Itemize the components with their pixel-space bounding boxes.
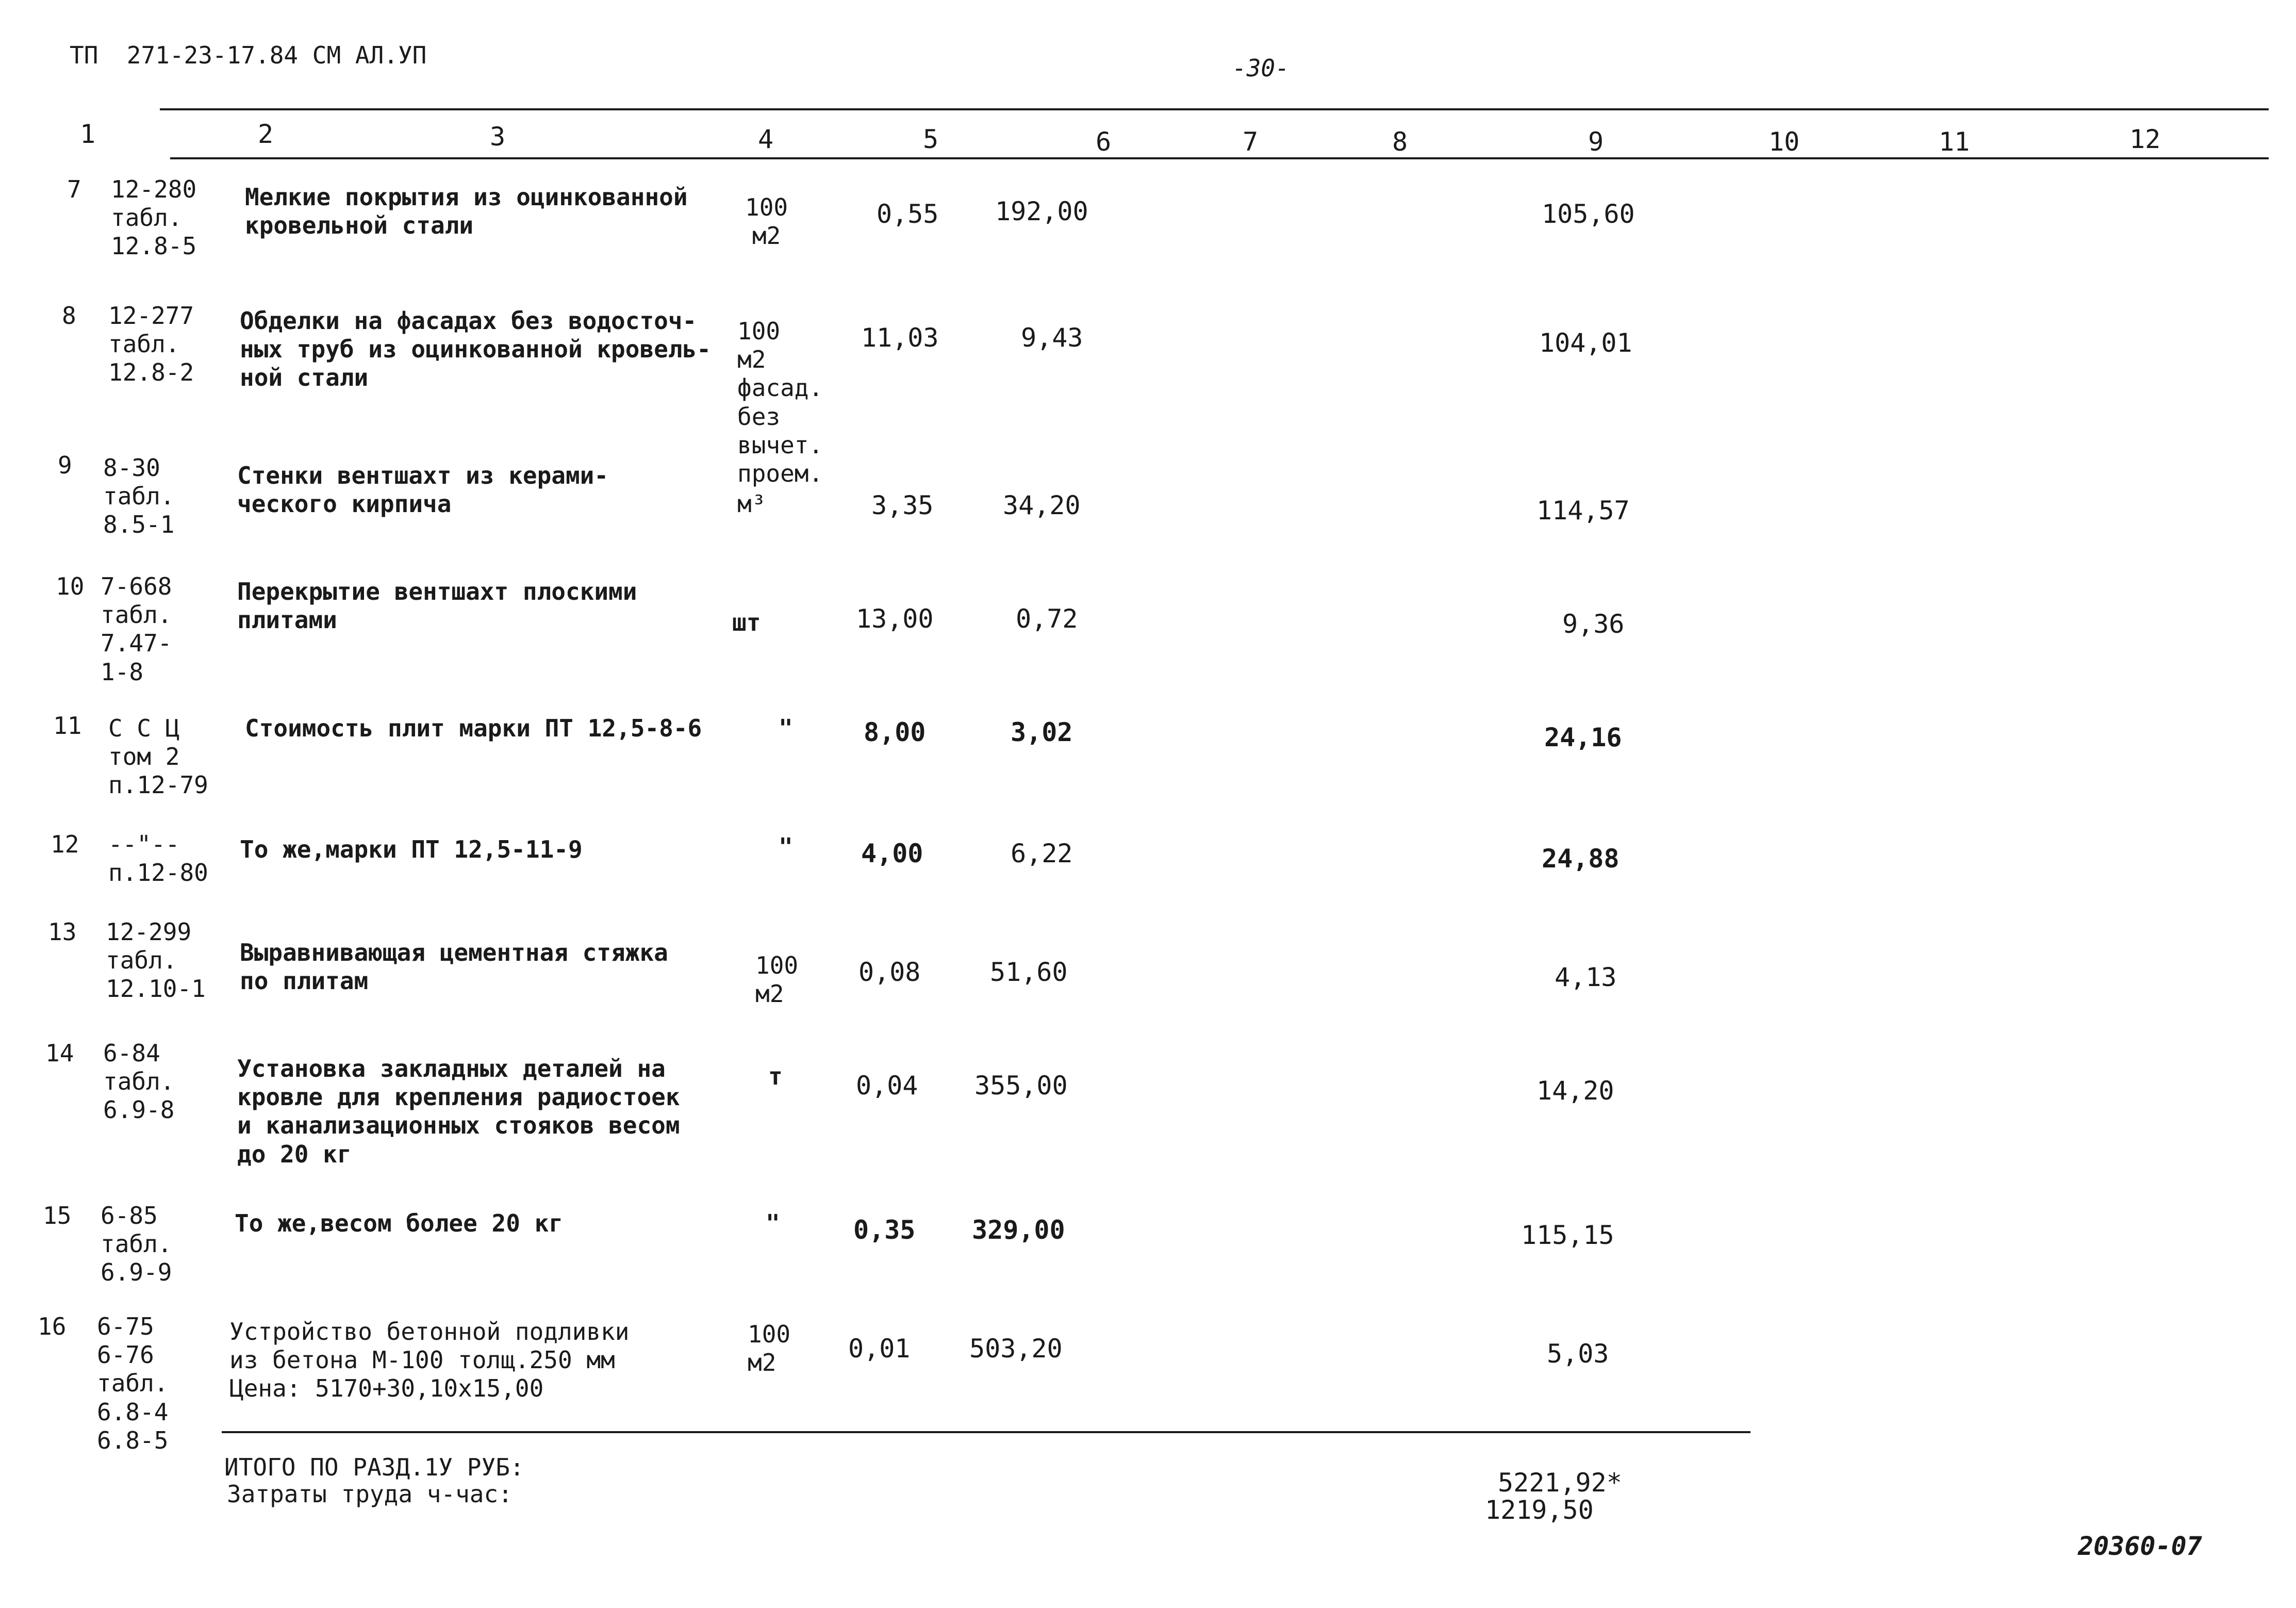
row-14-code: 6-84 табл. 6.9-8 bbox=[103, 1039, 175, 1124]
page-number: -30- bbox=[1232, 54, 1290, 82]
row-14-quantity: 0,04 bbox=[856, 1071, 918, 1101]
labor-value: 1219,50 bbox=[1485, 1495, 1594, 1525]
row-9-name: Стенки вентшахт из керами- ческого кирпича bbox=[237, 462, 609, 518]
row-8-total: 104,01 bbox=[1539, 328, 1632, 358]
row-7-unit: 100 м2 bbox=[745, 193, 788, 250]
labor-label: Затраты труда ч-час: bbox=[227, 1480, 513, 1508]
row-13-quantity: 0,08 bbox=[858, 957, 921, 987]
row-15-number: 15 bbox=[43, 1202, 72, 1229]
row-12-quantity: 4,00 bbox=[861, 839, 923, 868]
row-13-number: 13 bbox=[48, 918, 77, 946]
row-16-total: 5,03 bbox=[1547, 1339, 1609, 1369]
row-14-name: Установка закладных деталей на кровле для крепления радиостоек и канализационных стояков весом до 20 кг bbox=[237, 1055, 680, 1168]
row-9-total: 114,57 bbox=[1537, 496, 1630, 526]
row-9-price: 34,20 bbox=[1003, 490, 1081, 520]
row-10-name: Перекрытие вентшахт плоскими плитами bbox=[237, 578, 637, 634]
row-10-total: 9,36 bbox=[1562, 609, 1625, 639]
column-header-2: 2 bbox=[258, 119, 274, 149]
row-14-unit: т bbox=[768, 1062, 783, 1090]
archive-stamp: 20360-07 bbox=[2078, 1531, 2202, 1561]
row-11-total: 24,16 bbox=[1544, 723, 1622, 752]
row-11-name: Стоимость плит марки ПТ 12,5-8-6 bbox=[245, 714, 702, 742]
total-label: ИТОГО ПО РАЗД.1У РУБ: bbox=[224, 1453, 524, 1481]
row-11-price: 3,02 bbox=[1011, 717, 1073, 747]
row-10-price: 0,72 bbox=[1016, 604, 1078, 634]
row-16-quantity: 0,01 bbox=[848, 1334, 911, 1364]
row-7-code: 12-280 табл. 12.8-5 bbox=[111, 175, 197, 260]
column-header-7: 7 bbox=[1243, 127, 1259, 157]
column-header-4: 4 bbox=[758, 124, 774, 154]
row-9-code: 8-30 табл. 8.5-1 bbox=[103, 454, 175, 539]
row-15-total: 115,15 bbox=[1521, 1220, 1614, 1250]
column-header-6: 6 bbox=[1096, 127, 1112, 157]
row-7-price: 192,00 bbox=[995, 196, 1088, 226]
row-7-quantity: 0,55 bbox=[877, 199, 939, 229]
row-8-unit: 100 м2 фасад. без вычет. проем. bbox=[737, 317, 823, 487]
row-13-price: 51,60 bbox=[990, 957, 1068, 987]
header-top-rule bbox=[160, 108, 2269, 110]
column-header-12: 12 bbox=[2129, 124, 2161, 154]
row-12-unit: " bbox=[779, 833, 793, 861]
row-10-number: 10 bbox=[56, 572, 85, 600]
row-8-quantity: 11,03 bbox=[861, 323, 939, 353]
row-16-name: Устройство бетонной подливки из бетона М-100 толщ.250 мм Цена: 5170+30,10х15,00 bbox=[229, 1318, 630, 1403]
row-8-code: 12-277 табл. 12.8-2 bbox=[108, 302, 194, 387]
row-8-number: 8 bbox=[62, 302, 76, 330]
document-code: ТП 271-23-17.84 СМ АЛ.УП bbox=[70, 41, 427, 69]
row-11-unit: " bbox=[779, 714, 793, 742]
row-15-code: 6-85 табл. 6.9-9 bbox=[101, 1202, 172, 1287]
row-12-code: --"-- п.12-80 bbox=[108, 830, 208, 887]
row-9-quantity: 3,35 bbox=[871, 490, 934, 520]
row-7-total: 105,60 bbox=[1542, 199, 1635, 229]
row-16-number: 16 bbox=[38, 1312, 67, 1340]
row-14-price: 355,00 bbox=[974, 1071, 1068, 1101]
column-header-11: 11 bbox=[1939, 127, 1970, 157]
row-7-number: 7 bbox=[67, 175, 81, 203]
column-header-3: 3 bbox=[490, 122, 506, 152]
row-11-number: 11 bbox=[53, 712, 82, 740]
row-11-code: С С Ц том 2 п.12-79 bbox=[108, 714, 208, 799]
row-16-unit: 100 м2 bbox=[748, 1320, 791, 1377]
row-10-quantity: 13,00 bbox=[856, 604, 934, 634]
row-12-name: То же,марки ПТ 12,5-11-9 bbox=[240, 835, 583, 863]
column-header-9: 9 bbox=[1588, 127, 1604, 157]
row-12-number: 12 bbox=[51, 830, 79, 858]
column-header-1: 1 bbox=[80, 119, 96, 149]
row-16-price: 503,20 bbox=[969, 1334, 1063, 1364]
row-9-number: 9 bbox=[58, 451, 72, 479]
totals-rule bbox=[222, 1431, 1750, 1433]
row-9-unit: м³ bbox=[737, 490, 766, 518]
column-header-10: 10 bbox=[1769, 127, 1800, 157]
column-header-8: 8 bbox=[1392, 127, 1408, 157]
row-13-total: 4,13 bbox=[1555, 962, 1617, 992]
row-15-quantity: 0,35 bbox=[853, 1215, 916, 1245]
total-value: 5221,92* bbox=[1498, 1468, 1622, 1498]
header-bottom-rule bbox=[170, 157, 2269, 159]
row-15-unit: " bbox=[766, 1209, 780, 1237]
row-10-unit: шт bbox=[732, 609, 761, 636]
row-13-code: 12-299 табл. 12.10-1 bbox=[106, 918, 206, 1003]
row-12-total: 24,88 bbox=[1542, 844, 1620, 874]
row-16-code: 6-75 6-76 табл. 6.8-4 6.8-5 bbox=[97, 1312, 169, 1454]
row-8-name: Обделки на фасадах без водосточ- ных труб из оцинкованной кровель- ной стали bbox=[240, 307, 711, 392]
row-13-name: Выравнивающая цементная стяжка по плитам bbox=[240, 939, 668, 995]
column-header-5: 5 bbox=[923, 124, 939, 154]
row-13-unit: 100 м2 bbox=[755, 951, 799, 1008]
row-11-quantity: 8,00 bbox=[864, 717, 926, 747]
row-8-price: 9,43 bbox=[1021, 323, 1083, 353]
row-14-number: 14 bbox=[45, 1039, 74, 1067]
row-12-price: 6,22 bbox=[1011, 839, 1073, 868]
row-10-code: 7-668 табл. 7.47- 1-8 bbox=[101, 572, 172, 686]
row-14-total: 14,20 bbox=[1537, 1076, 1614, 1106]
row-15-price: 329,00 bbox=[972, 1215, 1065, 1245]
row-15-name: То же,весом более 20 кг bbox=[235, 1209, 563, 1237]
row-7-name: Мелкие покрытия из оцинкованной кровельной стали bbox=[245, 183, 688, 240]
